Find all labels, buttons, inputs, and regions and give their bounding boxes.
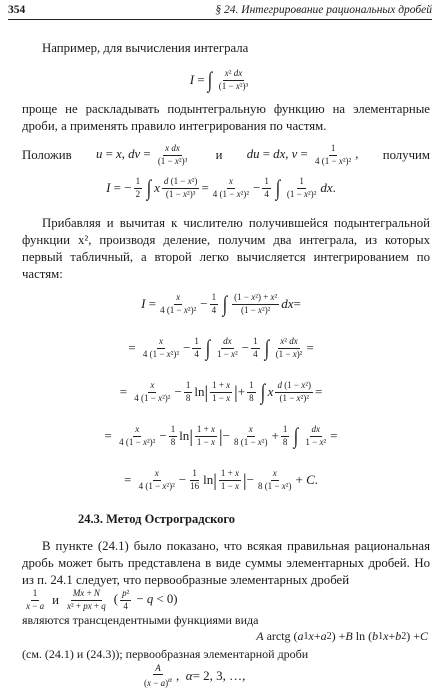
and-word: и xyxy=(215,147,223,162)
header-rule xyxy=(8,19,432,20)
see-references: (см. (24.1) и (24.3)); первообразная элементарной дроби xyxy=(22,647,309,661)
equation-step-1: I = x 4 (1 − x²)² − 1 4 ∫ (1 − x²) + x² (1 − x²)² dx = xyxy=(141,291,301,316)
elementary-fractions-line: 1 x − a и Mx + N x² + px + q ( $\frac{\text{p²}}{4}$ − q < 0) xyxy=(26,588,178,611)
equation-elementary-fraction: A $(x - a)^\alpha$ , α = 2, 3, …, xyxy=(144,662,246,688)
equation-result: = x 4 (1 − x²)² − 1 16 ln | 1 + x 1 − x | − x 8 (1 − x²) + C . xyxy=(124,468,318,491)
equation-step-4: = x 4 (1 − x²)² − 1 8 ln | 1 + x 1 − x | − x 8 (1 − x²) + 1 8 ∫ dx 1 − x² = xyxy=(104,423,338,448)
equation-step-2: = x 4 (1 − x²)² − 1 4 ∫ dx 1 − x² − 1 4 ∫ x² dx (1 − x)² = xyxy=(128,335,314,360)
poluchim-word: получим xyxy=(382,147,430,162)
equation-by-parts: I = − 1 2 ∫ x d (1 − x²) (1 − x²)³ = x 4 (1 − x²)² − 1 4 ∫ 1 (1 − x²)² dx . xyxy=(106,175,336,200)
page-header xyxy=(8,4,432,20)
page-number: 354 xyxy=(8,4,26,16)
paragraph-3: В пункте (24.1) было показано, что всякая правильная рациональная дробь может быть представлена в виде суммы элементарных дробей. Но из п. 24.1 следует, что первообразные элементарных дробей xyxy=(22,539,430,587)
and-word-2: и xyxy=(52,592,59,607)
polozhiv-word: Положив xyxy=(22,147,72,162)
transcendental-text: являются трансцендентными функциями вида xyxy=(22,613,259,627)
section-title: 24.3. Метод Остроградского xyxy=(78,512,236,526)
intro-text: Например, для вычисления интеграла xyxy=(42,41,249,55)
equation-integral-def: I = ∫ x² dx (1 − x²)³ xyxy=(189,67,249,92)
paragraph-2: Прибавляя и вычитая к числителю получившейся подынтегральной функции x², производя деление, получим два интеграла, из которых первый табличный, а второй легко вычисляется интегрированием по частям: xyxy=(22,216,430,281)
paragraph-1: проще не раскладывать подынтегральную функцию на элементарные дроби, а применять правило интегрирования по частям. xyxy=(22,102,430,133)
running-head: § 24. Интегрирование рациональных дробей xyxy=(215,4,432,16)
substitution-line: Положив u = x, dv = $\frac{\text{x dx}}{\text{(1 − x²)³}}$ и du = dx, v = $\frac{1}{\text{4 (1 − x²)²}}$ , получим xyxy=(22,143,430,166)
equation-step-3: = x 4 (1 − x²)² − 1 8 ln | 1 + x 1 − x | + 1 8 ∫ x d (1 − x²) (1 − x²)² = xyxy=(119,379,323,404)
transcendental-formula: A arctg ( a 1 x + a 2 ) + B ln ( b 1 x + b 2 ) + C xyxy=(256,628,428,643)
